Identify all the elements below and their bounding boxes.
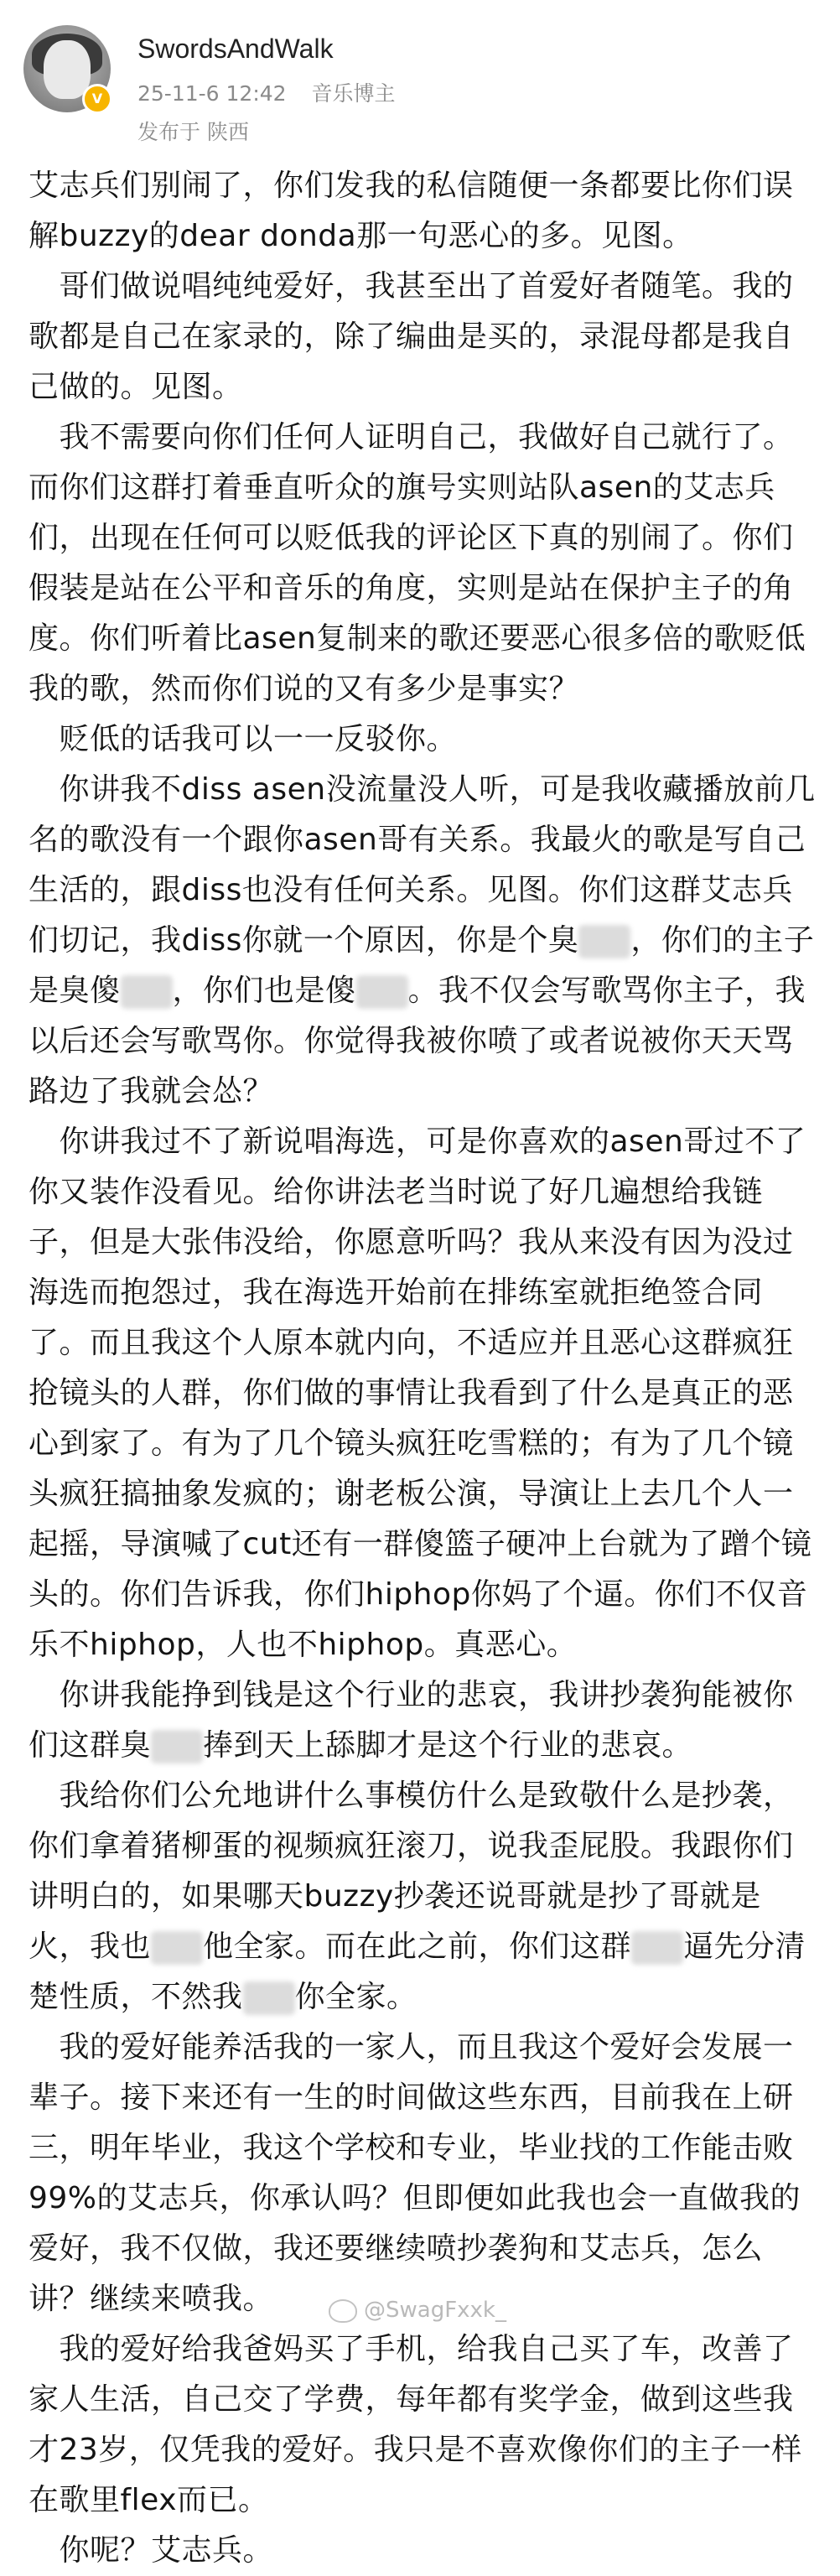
post-paragraph: 艾志兵们别闹了，你们发我的私信随便一条都要比你们误解buzzy的dear donda那一句恶心的多。见图。 <box>29 169 794 253</box>
post-paragraph: 我不需要向你们任何人证明自己，我做好自己就行了。而你们这群打着垂直听众的旗号实则站队asen的艾志兵们，出现在任何可以贬低我的评论区下真的别闹了。你们假装是站在公平和音乐的角度，实则是站在保护主子的角度。你们听着比asen复制来的歌还要恶心很多倍的歌贬低我的歌，然而你们说的又有多少是事实？ <box>29 420 806 706</box>
post-location: 发布于 陕西 <box>137 120 249 144</box>
post-paragraph: 我的爱好给我爸妈买了手机，给我自己买了车，改善了家人生活，自己交了学费，每年都有奖学金，做到这些我才23岁，仅凭我的爱好。我只是不喜欢像你们的主子一样在歌里flex而已。 <box>29 2332 802 2517</box>
watermark-text: @SwagFxxk_ <box>364 2298 506 2323</box>
avatar-face <box>44 40 91 99</box>
verified-badge-icon: V <box>82 84 112 114</box>
post-meta <box>137 77 414 107</box>
weibo-logo-icon <box>329 2299 357 2323</box>
redaction-blur <box>151 1931 203 1965</box>
post-header <box>0 0 840 159</box>
post-paragraph: 哥们做说唱纯纯爱好，我甚至出了首爱好者随笔。我的歌都是自己在家录的，除了编曲是买的，录混母都是我自己做的。见图。 <box>29 269 794 404</box>
redaction-blur <box>578 925 630 958</box>
redaction-blur <box>356 975 408 1009</box>
post-paragraph: 你呢？艾志兵。 <box>29 2533 274 2568</box>
watermark <box>329 2298 506 2323</box>
post-paragraph: 你讲我不diss asen没流量没人听，可是我收藏播放前几名的歌没有一个跟你asen哥有关系。我最火的歌是写自己生活的，跟diss也没有任何关系。见图。你们这群艾志兵们切记，我diss你就一个原因，你是个臭 ，你们的主子是臭傻 ，你们也是傻 。我不仅会写歌骂你主子，我以后还会写歌骂你。你觉得我被你喷了或者说被你天天骂路边了我就会怂？ <box>29 772 816 1109</box>
post-paragraph: 贬低的话我可以一一反驳你。 <box>29 722 458 756</box>
post-body <box>29 161 820 2576</box>
post-paragraph: 你讲我过不了新说唱海选，可是你喜欢的asen哥过不了你又装作没看见。给你讲法老当时说了好几遍想给我链子，但是大张伟没给，你愿意听吗？我从来没有因为没过海选而抱怨过，我在海选开始前在排练室就拒绝签合同了。而且我这个人原本就内向，不适应并且恶心这群疯狂抢镜头的人群，你们做的事情让我看到了什么是真正的恶心到家了。有为了几个镜头疯狂吃雪糕的；有为了几个镜头疯狂搞抽象发疯的；谢老板公演，导演让上去几个人一起摇，导演喊了cut还有一群傻篮子硬冲上台就为了蹭个镜头的。你们告诉我，你们hiphop你妈了个逼。你们不仅音乐不hiphop，人也不hiphop。真恶心。 <box>29 1124 812 1662</box>
post-paragraph: 你讲我能挣到钱是这个行业的悲哀，我讲抄袭狗能被你们这群臭 捧到天上舔脚才是这个行业的悲哀。 <box>29 1678 794 1763</box>
user-tag: 音乐博主 <box>311 81 396 106</box>
timestamp: 25-11-6 12:42 <box>137 81 287 106</box>
redaction-blur <box>243 1981 295 2015</box>
post-paragraph: 我的爱好能养活我的一家人，而且我这个爱好会发展一辈子。接下来还有一生的时间做这些东西，目前我在上研三，明年毕业，我这个学校和专业，毕业找的工作能击败99%的艾志兵，你承认吗？但即便如此我也会一直做我的爱好，我不仅做，我还要继续喷抄袭狗和艾志兵，怎么讲？继续来喷我。 <box>29 2030 801 2316</box>
redaction-blur <box>151 1730 203 1763</box>
username[interactable]: SwordsAndWalk <box>137 34 334 64</box>
redaction-blur <box>631 1931 683 1965</box>
redaction-blur <box>121 975 173 1009</box>
post-paragraph: 我给你们公允地讲什么事模仿什么是致敬什么是抄袭，你们拿着猪柳蛋的视频疯狂滚刀，说我歪屁股。我跟你们讲明白的，如果哪天buzzy抄袭还说哥就是抄了哥就是火，我也 他全家。而在此之前，你们这群 逼先分清楚性质，不然我 你全家。 <box>29 1779 806 2014</box>
